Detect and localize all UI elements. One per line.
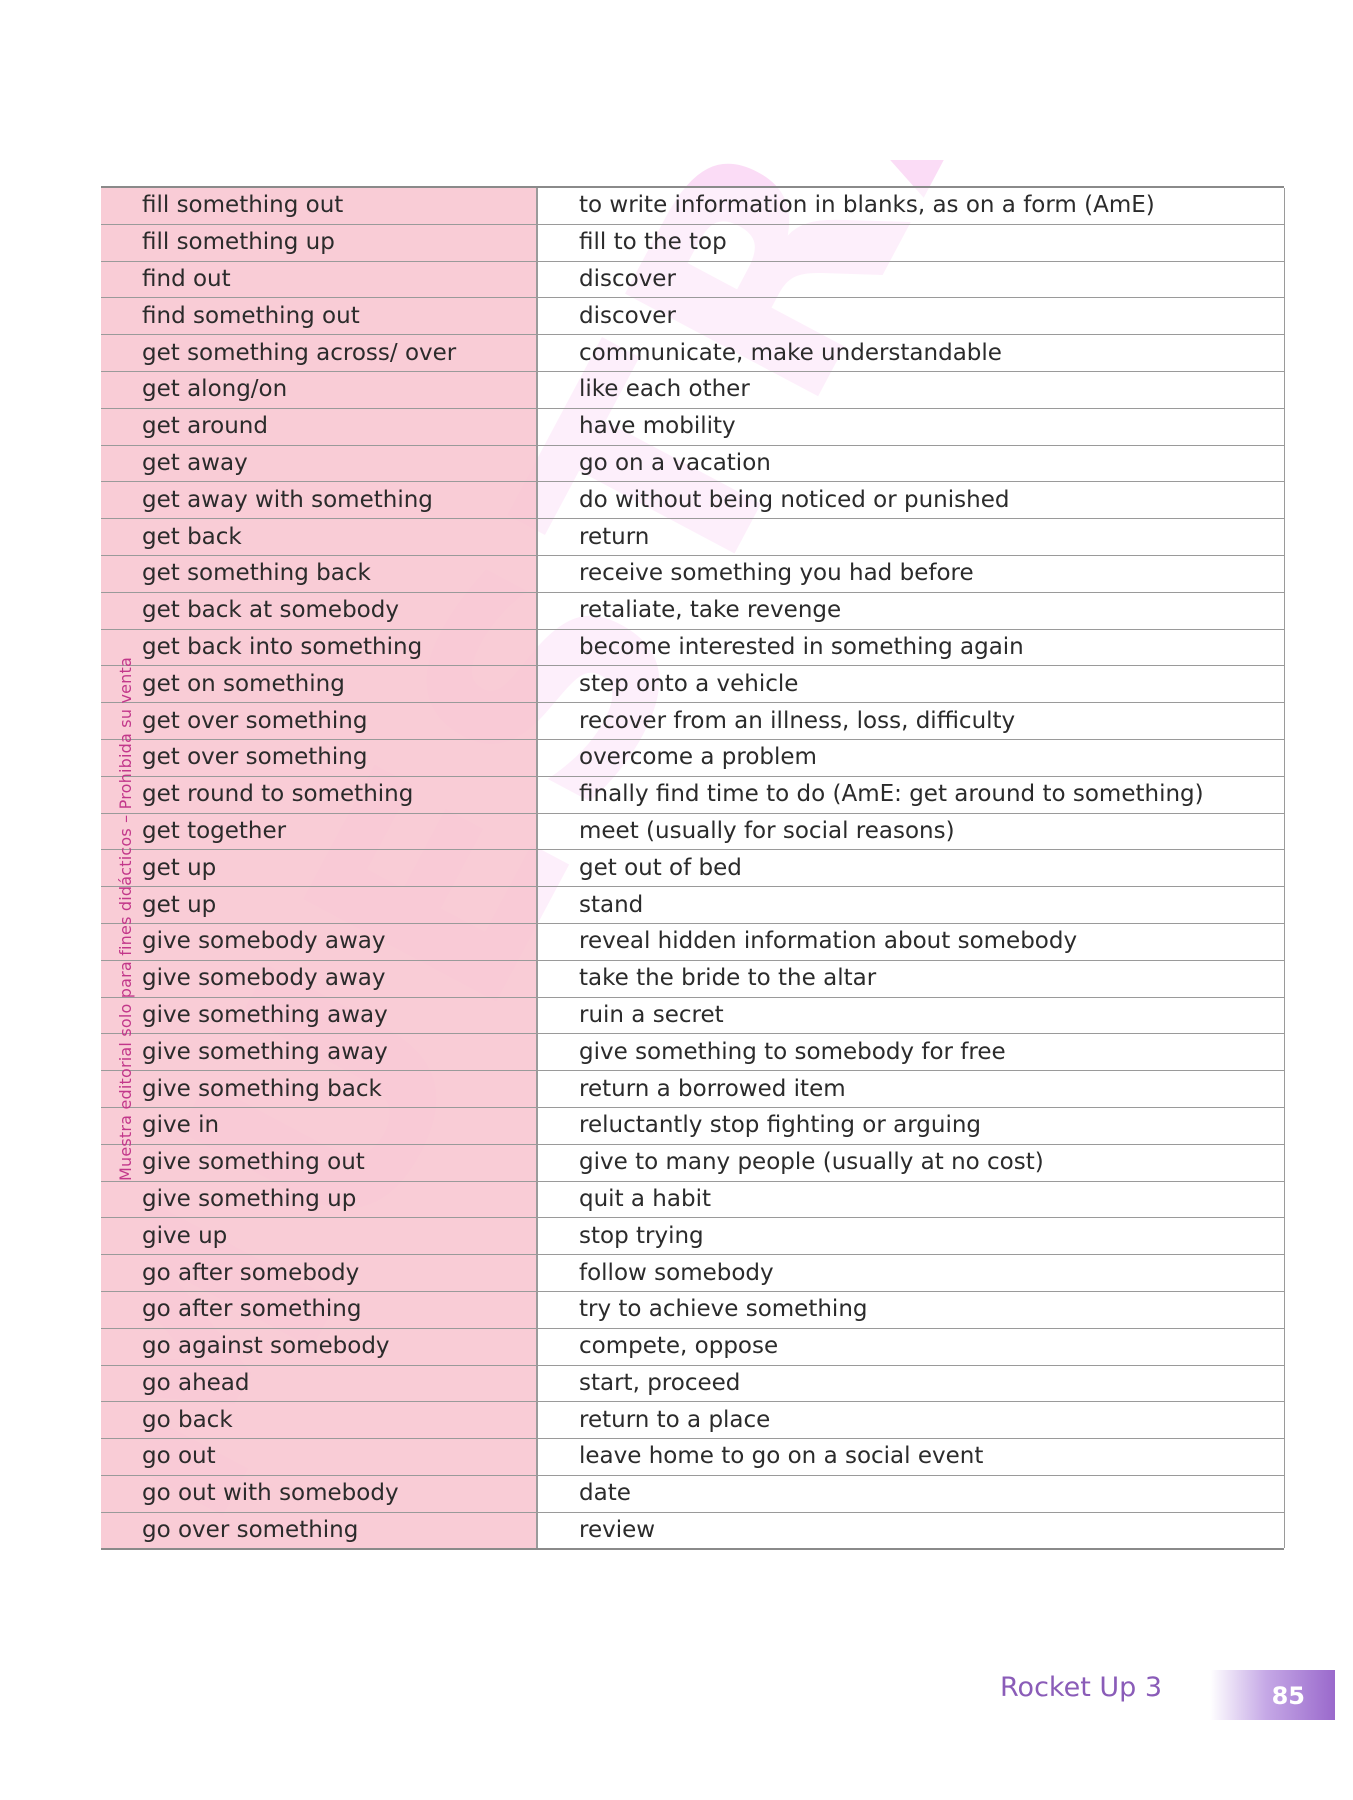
phrasal-verb-cell: give something up xyxy=(101,1181,537,1218)
meaning-cell: have mobility xyxy=(537,408,1284,445)
table-row xyxy=(101,1071,1284,1108)
table-row xyxy=(101,887,1284,924)
phrasal-verb-cell: give something back xyxy=(101,1071,537,1108)
meaning-cell: take the bride to the altar xyxy=(537,960,1284,997)
table-row xyxy=(101,555,1284,592)
table-row xyxy=(101,1512,1284,1548)
phrasal-verb-cell: get back xyxy=(101,519,537,556)
table-row xyxy=(101,629,1284,666)
table-row xyxy=(101,261,1284,298)
meaning-cell: try to achieve something xyxy=(537,1291,1284,1328)
table-row xyxy=(101,1255,1284,1292)
table-row xyxy=(101,1439,1284,1476)
phrasal-verb-cell: go after somebody xyxy=(101,1255,537,1292)
meaning-cell: return a borrowed item xyxy=(537,1071,1284,1108)
table-row xyxy=(101,188,1284,224)
meaning-cell: leave home to go on a social event xyxy=(537,1439,1284,1476)
table-row xyxy=(101,1144,1284,1181)
meaning-cell: do without being noticed or punished xyxy=(537,482,1284,519)
phrasal-verb-cell: get something across/ over xyxy=(101,335,537,372)
table-row xyxy=(101,482,1284,519)
table-row xyxy=(101,1328,1284,1365)
meaning-cell: to write information in blanks, as on a form (AmE) xyxy=(537,188,1284,224)
table-row xyxy=(101,335,1284,372)
table-row xyxy=(101,298,1284,335)
meaning-cell: reluctantly stop fighting or arguing xyxy=(537,1107,1284,1144)
table-row xyxy=(101,1365,1284,1402)
table-row xyxy=(101,850,1284,887)
table-row xyxy=(101,1291,1284,1328)
phrasal-verb-cell: get together xyxy=(101,813,537,850)
table-row xyxy=(101,224,1284,261)
phrasal-verb-cell: get around xyxy=(101,408,537,445)
meaning-cell: fill to the top xyxy=(537,224,1284,261)
table-row xyxy=(101,739,1284,776)
table-row xyxy=(101,960,1284,997)
table-row xyxy=(101,445,1284,482)
phrasal-verb-cell: get round to something xyxy=(101,776,537,813)
phrasal-verb-cell: get away xyxy=(101,445,537,482)
meaning-cell: reveal hidden information about somebody xyxy=(537,923,1284,960)
meaning-cell: stand xyxy=(537,887,1284,924)
meaning-cell: communicate, make understandable xyxy=(537,335,1284,372)
meaning-cell: become interested in something again xyxy=(537,629,1284,666)
meaning-cell: review xyxy=(537,1512,1284,1548)
phrasal-verb-cell: get up xyxy=(101,850,537,887)
phrasal-verb-cell: give something away xyxy=(101,1034,537,1071)
phrasal-verb-cell: get on something xyxy=(101,666,537,703)
meaning-cell: step onto a vehicle xyxy=(537,666,1284,703)
table-row xyxy=(101,371,1284,408)
meaning-cell: meet (usually for social reasons) xyxy=(537,813,1284,850)
meaning-cell: compete, oppose xyxy=(537,1328,1284,1365)
phrasal-verb-cell: get over something xyxy=(101,703,537,740)
phrasal-verb-cell: give something out xyxy=(101,1144,537,1181)
page-number-badge xyxy=(1210,1670,1335,1720)
phrasal-verb-cell: give up xyxy=(101,1218,537,1255)
table-row xyxy=(101,997,1284,1034)
meaning-cell: ruin a secret xyxy=(537,997,1284,1034)
phrasal-verb-cell: go ahead xyxy=(101,1365,537,1402)
table-row xyxy=(101,666,1284,703)
phrasal-verb-cell: go over something xyxy=(101,1512,537,1548)
phrasal-verb-cell: give something away xyxy=(101,997,537,1034)
book-title: Rocket Up 3 xyxy=(1000,1672,1163,1703)
meaning-cell: give something to somebody for free xyxy=(537,1034,1284,1071)
meaning-cell: receive something you had before xyxy=(537,555,1284,592)
meaning-cell: return xyxy=(537,519,1284,556)
phrasal-verb-cell: find something out xyxy=(101,298,537,335)
phrasal-verb-cell: give somebody away xyxy=(101,960,537,997)
phrasal-verb-cell: fill something up xyxy=(101,224,537,261)
phrasal-verb-cell: get along/on xyxy=(101,371,537,408)
phrasal-verb-cell: go out xyxy=(101,1439,537,1476)
phrasal-verb-cell: get over something xyxy=(101,739,537,776)
meaning-cell: like each other xyxy=(537,371,1284,408)
table-row xyxy=(101,813,1284,850)
meaning-cell: discover xyxy=(537,261,1284,298)
table-row xyxy=(101,1107,1284,1144)
phrasal-verb-cell: fill something out xyxy=(101,188,537,224)
phrasal-verb-cell: give somebody away xyxy=(101,923,537,960)
phrasal-verb-cell: get away with something xyxy=(101,482,537,519)
meaning-cell: go on a vacation xyxy=(537,445,1284,482)
phrasal-verb-cell: get back at somebody xyxy=(101,592,537,629)
phrasal-verb-cell: get back into something xyxy=(101,629,537,666)
meaning-cell: follow somebody xyxy=(537,1255,1284,1292)
phrasal-verb-cell: get up xyxy=(101,887,537,924)
table-row xyxy=(101,592,1284,629)
meaning-cell: return to a place xyxy=(537,1402,1284,1439)
meaning-cell: recover from an illness, loss, difficulty xyxy=(537,703,1284,740)
meaning-cell: discover xyxy=(537,298,1284,335)
table-row xyxy=(101,703,1284,740)
table-row xyxy=(101,1402,1284,1439)
phrasal-verb-cell: go out with somebody xyxy=(101,1475,537,1512)
meaning-cell: get out of bed xyxy=(537,850,1284,887)
phrasal-verb-cell: give in xyxy=(101,1107,537,1144)
table-row xyxy=(101,408,1284,445)
table-row xyxy=(101,923,1284,960)
meaning-cell: date xyxy=(537,1475,1284,1512)
phrasal-verb-cell: find out xyxy=(101,261,537,298)
phrasal-verb-cell: go against somebody xyxy=(101,1328,537,1365)
phrasal-verb-cell: go back xyxy=(101,1402,537,1439)
meaning-cell: give to many people (usually at no cost) xyxy=(537,1144,1284,1181)
phrasal-verbs-table xyxy=(101,186,1284,1550)
phrasal-verb-cell: go after something xyxy=(101,1291,537,1328)
meaning-cell: stop trying xyxy=(537,1218,1284,1255)
meaning-cell: retaliate, take revenge xyxy=(537,592,1284,629)
table-row xyxy=(101,776,1284,813)
page-number: 85 xyxy=(1271,1682,1305,1710)
table-row xyxy=(101,1475,1284,1512)
table-body xyxy=(101,188,1284,1548)
meaning-cell: quit a habit xyxy=(537,1181,1284,1218)
table-row xyxy=(101,519,1284,556)
table-row xyxy=(101,1218,1284,1255)
meaning-cell: start, proceed xyxy=(537,1365,1284,1402)
meaning-cell: overcome a problem xyxy=(537,739,1284,776)
meaning-cell: finally find time to do (AmE: get around to something) xyxy=(537,776,1284,813)
table-row xyxy=(101,1034,1284,1071)
side-note: Muestra editorial solo para fines didácticos – Prohibida su venta xyxy=(116,657,135,1181)
table-row xyxy=(101,1181,1284,1218)
phrasal-verb-cell: get something back xyxy=(101,555,537,592)
